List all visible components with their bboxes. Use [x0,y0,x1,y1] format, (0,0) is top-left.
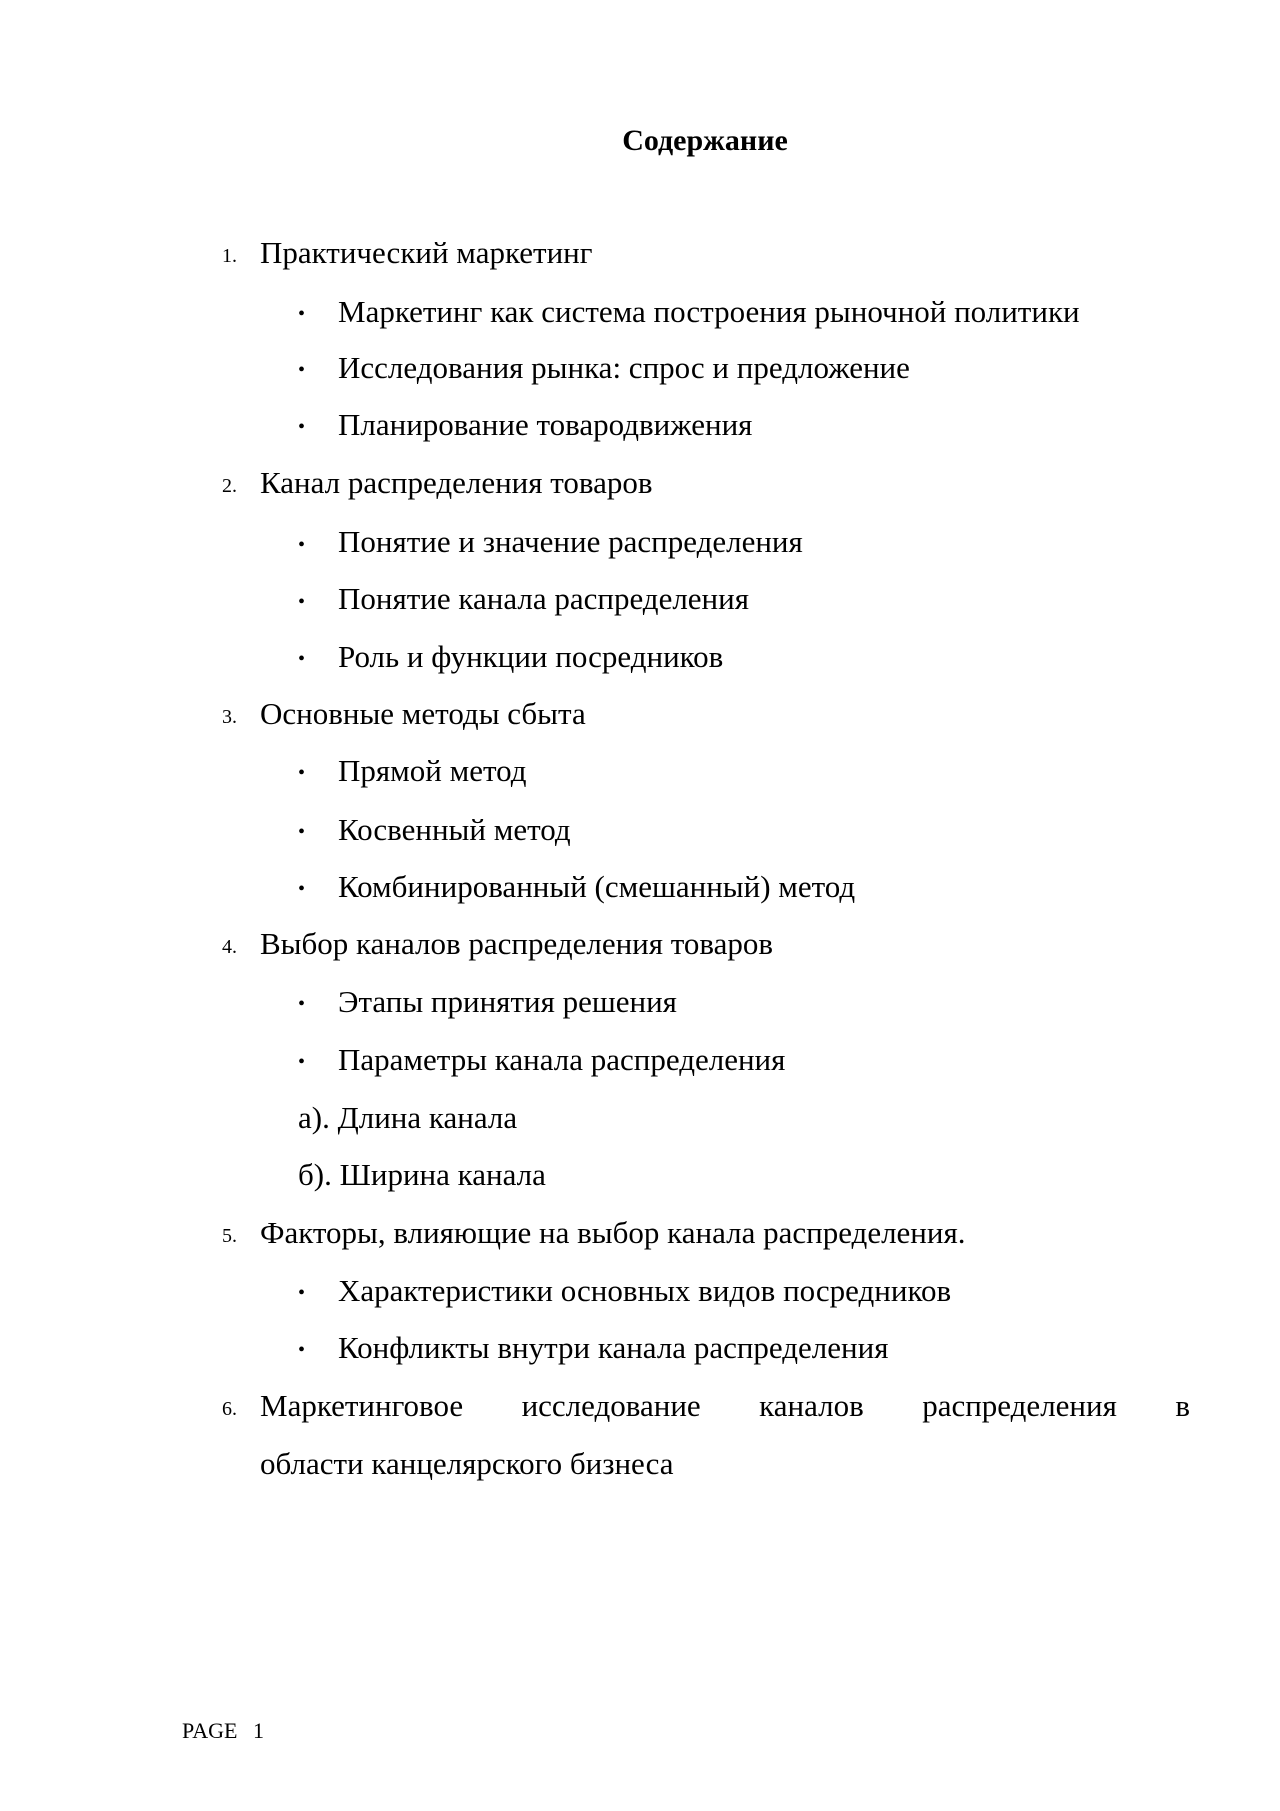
section-title: Канал распределения товаров [260,465,653,500]
section-number: 2. [222,475,237,497]
bullet: • [298,1282,306,1304]
list-item: Понятие канала распределения [338,581,749,616]
section-number: 3. [222,706,237,728]
section-title: Основные методы сбыта [260,696,586,731]
section-number: 4. [222,936,237,958]
page-number: 1 [252,1718,264,1743]
list-item: Прямой метод [338,753,527,788]
section-title: Выбор каналов распределения товаров [260,926,774,961]
bullet: • [298,591,306,613]
word: каналов [759,1388,864,1423]
bullet: • [298,1051,306,1073]
page-footer [182,1716,264,1746]
bullet: • [298,993,306,1015]
section-number: 6. [222,1398,237,1420]
list-item: Характеристики основных видов посредников [338,1273,952,1308]
word: распределения [922,1388,1117,1423]
section-number: 1. [222,245,237,267]
list-item: Этапы принятия решения [338,984,677,1019]
section-number: 5. [222,1225,237,1247]
bullet: • [298,534,306,556]
word: в [1175,1388,1190,1423]
list-item: Комбинированный (смешанный) метод [338,869,856,904]
sub-list-item: а). Длина канала [298,1100,518,1135]
list-item: Параметры канала распределения [338,1042,786,1077]
bullet: • [298,821,306,843]
list-item: Понятие и значение распределения [338,524,803,559]
bullet: • [298,359,306,381]
section-title: Практический маркетинг [260,235,593,270]
list-item: Роль и функции посредников [338,639,724,674]
page-title: Содержание [622,124,788,157]
bullet: • [298,762,306,784]
sub-list-item: б). Ширина канала [298,1157,546,1192]
list-item: Маркетинг как система построения рыночной политики [338,294,1080,329]
list-item: Исследования рынка: спрос и предложение [338,350,910,385]
word: исследование [521,1388,701,1423]
bullet: • [298,648,306,670]
list-item: Планирование товародвижения [338,407,753,442]
section-title-line-2: области канцелярского бизнеса [260,1446,674,1481]
bullet: • [298,416,306,438]
word: Маркетинговое [260,1388,464,1423]
section-title: Факторы, влияющие на выбор канала распределения. [260,1215,966,1250]
bullet: • [298,878,306,900]
list-item: Конфликты внутри канала распределения [338,1330,889,1365]
footer-label: PAGE [182,1718,238,1743]
bullet: • [298,303,306,325]
list-item: Косвенный метод [338,812,571,847]
section-title-line-1 [260,1386,1190,1426]
bullet: • [298,1339,306,1361]
